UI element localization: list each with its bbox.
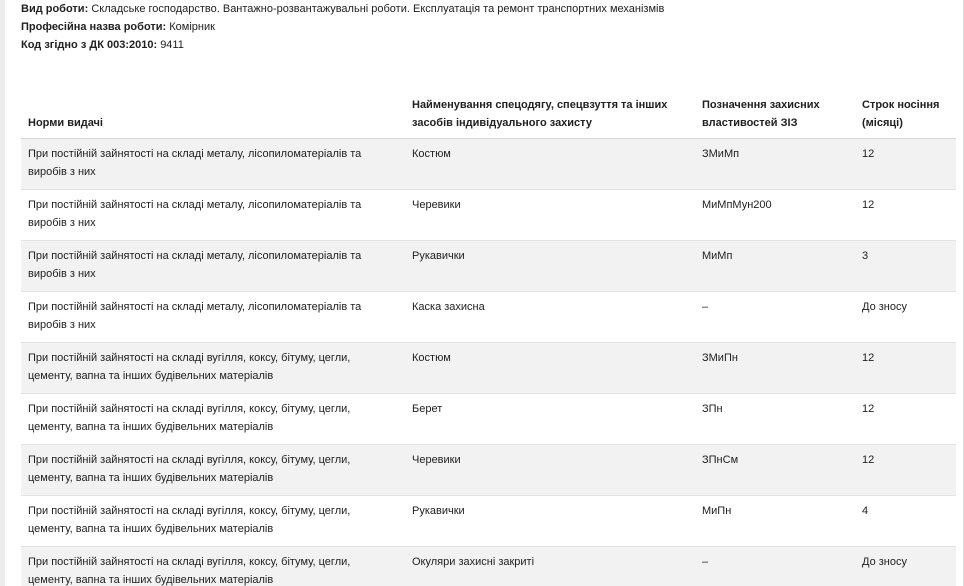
table-row — [21, 547, 956, 586]
cell-item: Окуляри захисні закриті — [405, 547, 695, 586]
cell-item: Рукавички — [405, 496, 695, 547]
cell-norms: При постійній зайнятості на складі вугілля, коксу, бітуму, цегли, цементу, вапна та інших будівельних матеріалів — [21, 394, 405, 445]
profession-line — [21, 18, 664, 36]
cell-designation: – — [695, 292, 855, 343]
header-norms: Норми видачі — [21, 86, 405, 139]
code-value: 9411 — [160, 39, 184, 51]
cell-item: Рукавички — [405, 241, 695, 292]
table-row — [21, 190, 956, 241]
table-row — [21, 139, 956, 190]
profession-label: Професійна назва роботи: — [21, 21, 167, 33]
cell-norms: При постійній зайнятості на складі вугілля, коксу, бітуму, цегли, цементу, вапна та інших будівельних матеріалів — [21, 445, 405, 496]
cell-norms: При постійній зайнятості на складі металу, лісопиломатеріалів та виробів з них — [21, 292, 405, 343]
table-row — [21, 394, 956, 445]
cell-norms: При постійній зайнятості на складі вугілля, коксу, бітуму, цегли, цементу, вапна та інших будівельних матеріалів — [21, 547, 405, 586]
ppe-table-container — [21, 86, 956, 586]
cell-item: Черевики — [405, 445, 695, 496]
cell-norms: При постійній зайнятості на складі вугілля, коксу, бітуму, цегли, цементу, вапна та інших будівельних матеріалів — [21, 343, 405, 394]
cell-designation: ЗМиПн — [695, 343, 855, 394]
cell-designation: – — [695, 547, 855, 586]
cell-item: Каска захисна — [405, 292, 695, 343]
cell-norms: При постійній зайнятості на складі металу, лісопиломатеріалів та виробів з них — [21, 139, 405, 190]
header-row — [21, 86, 956, 139]
header-designation: Позначення захисних властивостей ЗІЗ — [695, 86, 855, 139]
cell-designation: МиМп — [695, 241, 855, 292]
cell-designation: МиПн — [695, 496, 855, 547]
profession-value: Комірник — [169, 21, 215, 33]
cell-item: Костюм — [405, 139, 695, 190]
cell-designation: ЗМиМп — [695, 139, 855, 190]
work-type-value: Складське господарство. Вантажно-розвантажувальні роботи. Експлуатація та ремонт транспортних механізмів — [91, 3, 665, 15]
table-row — [21, 343, 956, 394]
cell-term: 12 — [855, 139, 956, 190]
header-term: Строк носіння (місяці) — [855, 86, 956, 139]
cell-term: 12 — [855, 445, 956, 496]
header-item: Найменування спецодягу, спецвзуття та інших засобів індивідуального захисту — [405, 86, 695, 139]
table-row — [21, 241, 956, 292]
job-info — [21, 0, 664, 54]
code-label: Код згідно з ДК 003:2010: — [21, 39, 158, 51]
cell-term: 3 — [855, 241, 956, 292]
left-border — [0, 0, 5, 586]
cell-term: 12 — [855, 343, 956, 394]
cell-term: 12 — [855, 190, 956, 241]
cell-designation: ЗПн — [695, 394, 855, 445]
code-line — [21, 36, 664, 54]
table-header — [21, 86, 956, 139]
table-body — [21, 139, 956, 586]
table-row — [21, 496, 956, 547]
cell-designation: МиМпМун200 — [695, 190, 855, 241]
ppe-table — [21, 86, 956, 586]
table-row — [21, 445, 956, 496]
work-type-line — [21, 0, 664, 18]
cell-norms: При постійній зайнятості на складі металу, лісопиломатеріалів та виробів з них — [21, 241, 405, 292]
cell-term: До зносу — [855, 547, 956, 586]
work-type-label: Вид роботи: — [21, 3, 89, 15]
cell-term: 12 — [855, 394, 956, 445]
cell-item: Черевики — [405, 190, 695, 241]
table-row — [21, 292, 956, 343]
cell-norms: При постійній зайнятості на складі металу, лісопиломатеріалів та виробів з них — [21, 190, 405, 241]
cell-designation: ЗПнСм — [695, 445, 855, 496]
cell-item: Берет — [405, 394, 695, 445]
cell-norms: При постійній зайнятості на складі вугілля, коксу, бітуму, цегли, цементу, вапна та інших будівельних матеріалів — [21, 496, 405, 547]
cell-term: До зносу — [855, 292, 956, 343]
cell-item: Костюм — [405, 343, 695, 394]
cell-term: 4 — [855, 496, 956, 547]
